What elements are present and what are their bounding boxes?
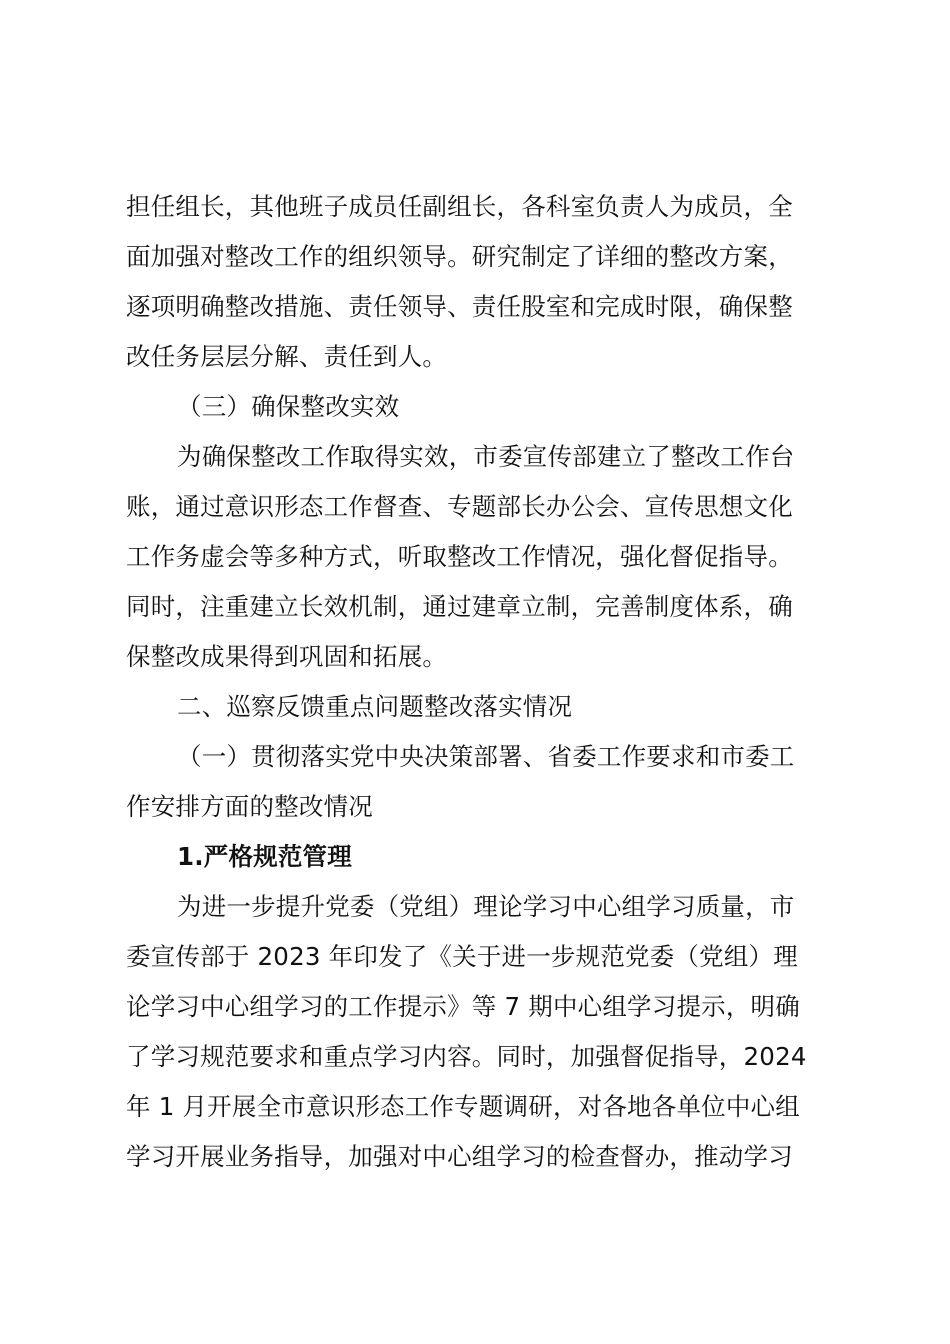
paragraph-line: 年 1 月开展全市意识形态工作专题调研，对各地各单位中心组 — [126, 1092, 800, 1121]
paragraph-line: 担任组长，其他班子成员任副组长，各科室负责人为成员，全 — [126, 192, 793, 221]
paragraph-line: 账，通过意识形态工作督查、专题部长办公会、宣传思想文化 — [126, 492, 793, 521]
section-heading: （三）确保整改实效 — [177, 392, 400, 421]
section-heading: 二、巡察反馈重点问题整改落实情况 — [177, 692, 573, 721]
paragraph-line: 委宣传部于 2023 年印发了《关于进一步规范党委（党组）理 — [126, 942, 798, 971]
paragraph-line: 改任务层层分解、责任到人。 — [126, 342, 448, 371]
paragraph-line: 论学习中心组学习的工作提示》等 7 期中心组学习提示，明确 — [126, 992, 800, 1021]
paragraph-line: 保整改成果得到巩固和拓展。 — [126, 642, 448, 671]
subsection-heading: 作安排方面的整改情况 — [126, 792, 373, 821]
item-heading: 1.严格规范管理 — [177, 842, 352, 871]
paragraph-line: 了学习规范要求和重点学习内容。同时，加强督促指导，2024 — [126, 1042, 807, 1071]
subsection-heading: （一）贯彻落实党中央决策部署、省委工作要求和市委工 — [177, 742, 795, 771]
paragraph-line: 面加强对整改工作的组织领导。研究制定了详细的整改方案， — [126, 242, 793, 271]
paragraph-line: 为确保整改工作取得实效，市委宣传部建立了整改工作台 — [177, 442, 795, 471]
paragraph-line: 为进一步提升党委（党组）理论学习中心组学习质量，市 — [177, 892, 795, 921]
paragraph-line: 学习开展业务指导，加强对中心组学习的检查督办，推动学习 — [126, 1142, 793, 1171]
paragraph-line: 工作务虚会等多种方式，听取整改工作情况，强化督促指导。 — [126, 542, 793, 571]
paragraph-line: 同时，注重建立长效机制，通过建章立制，完善制度体系，确 — [126, 592, 793, 621]
paragraph-line: 逐项明确整改措施、责任领导、责任股室和完成时限，确保整 — [126, 292, 793, 321]
